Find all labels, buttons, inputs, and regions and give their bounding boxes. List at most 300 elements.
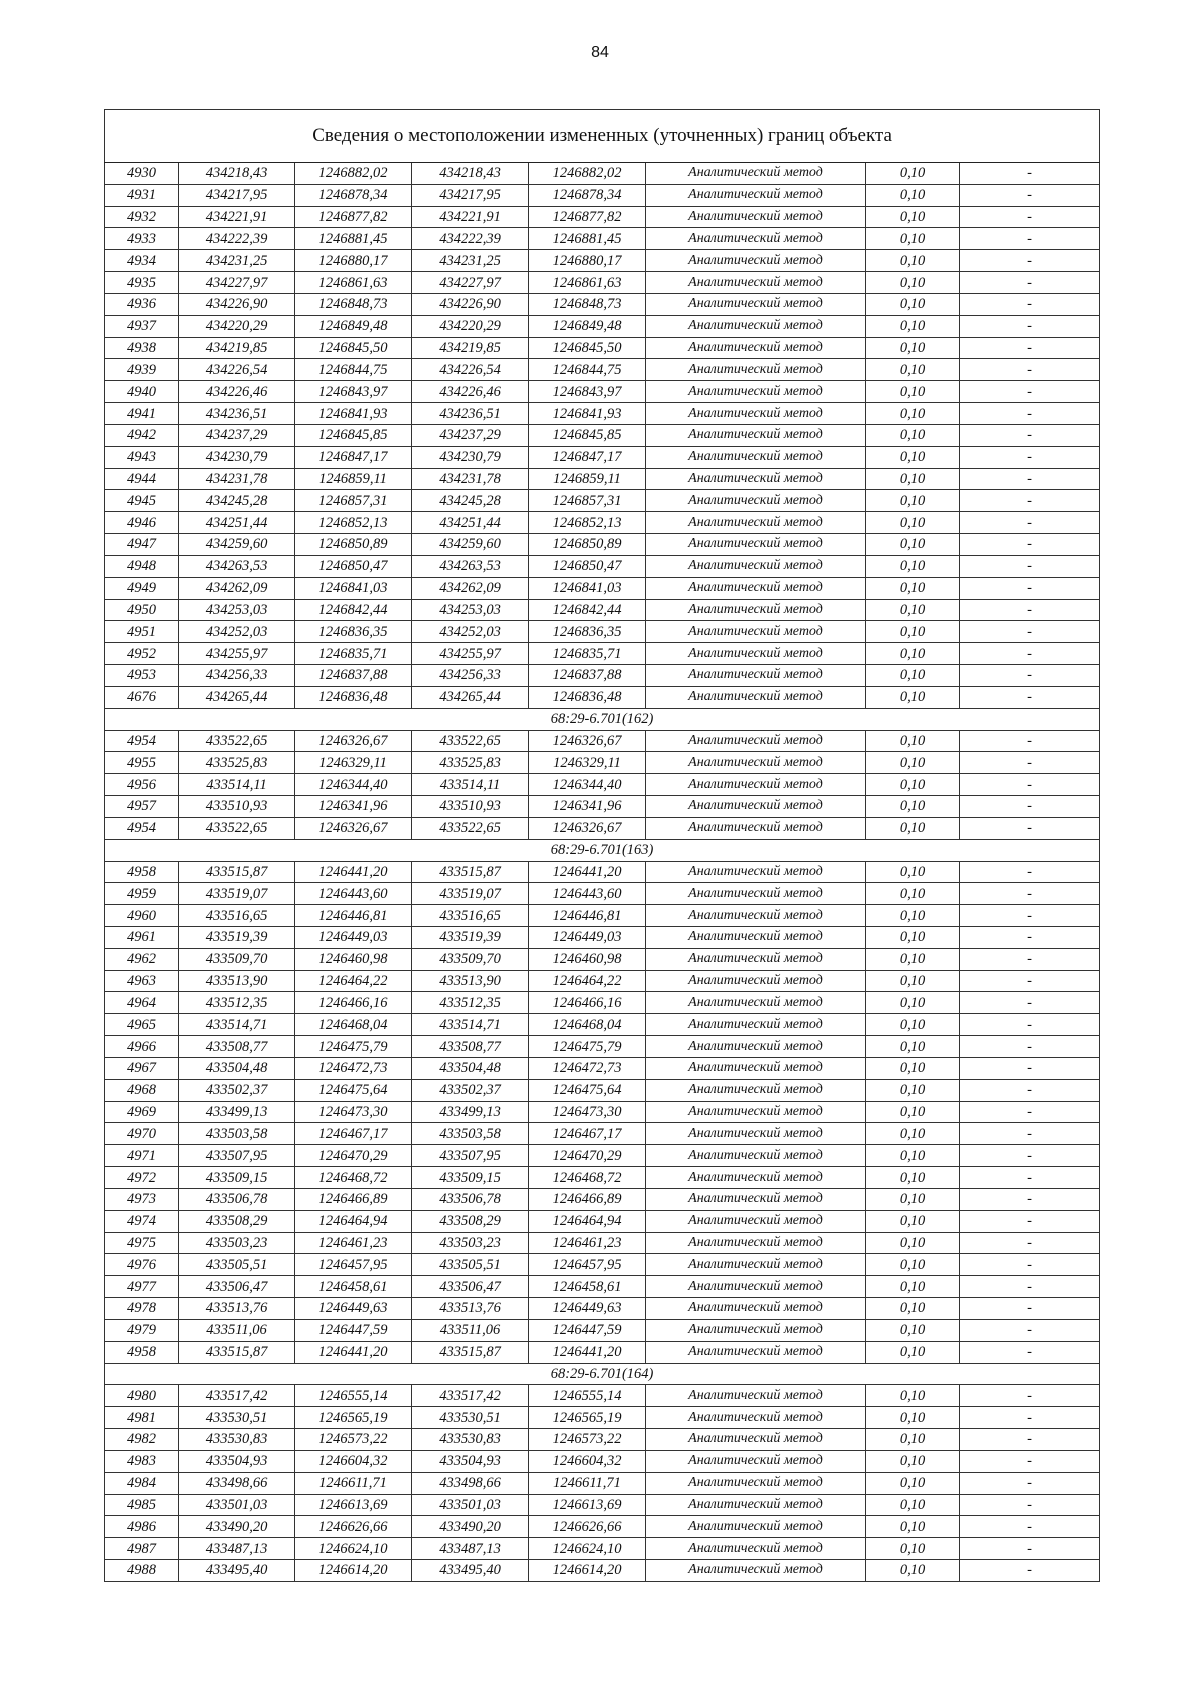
description-cell: - xyxy=(960,1538,1100,1560)
x-old-cell: 434222,39 xyxy=(179,228,295,250)
accuracy-cell: 0,10 xyxy=(866,228,960,250)
accuracy-cell: 0,10 xyxy=(866,424,960,446)
y-old-cell: 1246880,17 xyxy=(295,250,412,272)
table-body xyxy=(105,110,1100,1582)
description-cell: - xyxy=(960,665,1100,687)
y-new-cell: 1246468,04 xyxy=(529,1014,646,1036)
point-number-cell: 4976 xyxy=(105,1254,179,1276)
method-cell: Аналитический метод xyxy=(646,1254,866,1276)
method-cell: Аналитический метод xyxy=(646,1494,866,1516)
accuracy-cell: 0,10 xyxy=(866,730,960,752)
accuracy-cell: 0,10 xyxy=(866,1429,960,1451)
x-old-cell: 433522,65 xyxy=(179,817,295,839)
description-cell: - xyxy=(960,381,1100,403)
x-new-cell: 434220,29 xyxy=(412,315,529,337)
table-row xyxy=(105,774,1100,796)
method-cell: Аналитический метод xyxy=(646,1079,866,1101)
accuracy-cell: 0,10 xyxy=(866,1123,960,1145)
accuracy-cell: 0,10 xyxy=(866,1385,960,1407)
y-new-cell: 1246859,11 xyxy=(529,468,646,490)
table-row xyxy=(105,992,1100,1014)
method-cell: Аналитический метод xyxy=(646,1057,866,1079)
description-cell: - xyxy=(960,1254,1100,1276)
y-old-cell: 1246878,34 xyxy=(295,184,412,206)
x-old-cell: 433503,58 xyxy=(179,1123,295,1145)
y-new-cell: 1246475,64 xyxy=(529,1079,646,1101)
description-cell: - xyxy=(960,948,1100,970)
x-old-cell: 433495,40 xyxy=(179,1560,295,1582)
description-cell: - xyxy=(960,883,1100,905)
method-cell: Аналитический метод xyxy=(646,1385,866,1407)
y-new-cell: 1246842,44 xyxy=(529,599,646,621)
point-number-cell: 4969 xyxy=(105,1101,179,1123)
method-cell: Аналитический метод xyxy=(646,1210,866,1232)
x-new-cell: 434265,44 xyxy=(412,686,529,708)
table-row xyxy=(105,490,1100,512)
point-number-cell: 4943 xyxy=(105,446,179,468)
accuracy-cell: 0,10 xyxy=(866,752,960,774)
description-cell: - xyxy=(960,446,1100,468)
section-row xyxy=(105,839,1100,861)
point-number-cell: 4954 xyxy=(105,730,179,752)
accuracy-cell: 0,10 xyxy=(866,1014,960,1036)
section-label: 68:29-6.701(163) xyxy=(105,839,1100,861)
y-new-cell: 1246611,71 xyxy=(529,1472,646,1494)
description-cell: - xyxy=(960,1494,1100,1516)
y-new-cell: 1246326,67 xyxy=(529,730,646,752)
table-row xyxy=(105,1560,1100,1582)
accuracy-cell: 0,10 xyxy=(866,665,960,687)
x-new-cell: 433512,35 xyxy=(412,992,529,1014)
x-old-cell: 433517,42 xyxy=(179,1385,295,1407)
table-row xyxy=(105,555,1100,577)
x-old-cell: 433510,93 xyxy=(179,796,295,818)
point-number-cell: 4984 xyxy=(105,1472,179,1494)
x-new-cell: 433508,29 xyxy=(412,1210,529,1232)
method-cell: Аналитический метод xyxy=(646,948,866,970)
method-cell: Аналитический метод xyxy=(646,424,866,446)
point-number-cell: 4975 xyxy=(105,1232,179,1254)
y-old-cell: 1246555,14 xyxy=(295,1385,412,1407)
table-row xyxy=(105,817,1100,839)
description-cell: - xyxy=(960,1472,1100,1494)
y-new-cell: 1246344,40 xyxy=(529,774,646,796)
method-cell: Аналитический метод xyxy=(646,446,866,468)
y-new-cell: 1246836,48 xyxy=(529,686,646,708)
description-cell: - xyxy=(960,926,1100,948)
x-old-cell: 434252,03 xyxy=(179,621,295,643)
y-old-cell: 1246841,93 xyxy=(295,403,412,425)
y-new-cell: 1246326,67 xyxy=(529,817,646,839)
y-old-cell: 1246443,60 xyxy=(295,883,412,905)
x-old-cell: 433509,70 xyxy=(179,948,295,970)
point-number-cell: 4970 xyxy=(105,1123,179,1145)
x-new-cell: 433519,07 xyxy=(412,883,529,905)
table-row xyxy=(105,534,1100,556)
y-old-cell: 1246565,19 xyxy=(295,1407,412,1429)
x-old-cell: 433507,95 xyxy=(179,1145,295,1167)
accuracy-cell: 0,10 xyxy=(866,1298,960,1320)
x-old-cell: 434226,90 xyxy=(179,293,295,315)
point-number-cell: 4957 xyxy=(105,796,179,818)
table-row xyxy=(105,1123,1100,1145)
description-cell: - xyxy=(960,315,1100,337)
method-cell: Аналитический метод xyxy=(646,1167,866,1189)
description-cell: - xyxy=(960,643,1100,665)
method-cell: Аналитический метод xyxy=(646,403,866,425)
method-cell: Аналитический метод xyxy=(646,796,866,818)
description-cell: - xyxy=(960,774,1100,796)
y-old-cell: 1246460,98 xyxy=(295,948,412,970)
x-new-cell: 433503,23 xyxy=(412,1232,529,1254)
accuracy-cell: 0,10 xyxy=(866,992,960,1014)
x-old-cell: 433508,29 xyxy=(179,1210,295,1232)
y-new-cell: 1246847,17 xyxy=(529,446,646,468)
point-number-cell: 4941 xyxy=(105,403,179,425)
method-cell: Аналитический метод xyxy=(646,381,866,403)
y-new-cell: 1246882,02 xyxy=(529,163,646,185)
y-old-cell: 1246466,16 xyxy=(295,992,412,1014)
method-cell: Аналитический метод xyxy=(646,861,866,883)
accuracy-cell: 0,10 xyxy=(866,948,960,970)
point-number-cell: 4937 xyxy=(105,315,179,337)
boundary-coordinates-table xyxy=(104,109,1100,1582)
method-cell: Аналитический метод xyxy=(646,555,866,577)
x-new-cell: 434263,53 xyxy=(412,555,529,577)
x-old-cell: 434227,97 xyxy=(179,272,295,294)
y-old-cell: 1246466,89 xyxy=(295,1188,412,1210)
point-number-cell: 4963 xyxy=(105,970,179,992)
description-cell: - xyxy=(960,424,1100,446)
y-new-cell: 1246468,72 xyxy=(529,1167,646,1189)
table-row xyxy=(105,446,1100,468)
x-new-cell: 433516,65 xyxy=(412,905,529,927)
y-old-cell: 1246441,20 xyxy=(295,1341,412,1363)
y-old-cell: 1246842,44 xyxy=(295,599,412,621)
accuracy-cell: 0,10 xyxy=(866,1232,960,1254)
x-new-cell: 434221,91 xyxy=(412,206,529,228)
x-new-cell: 433525,83 xyxy=(412,752,529,774)
description-cell: - xyxy=(960,1167,1100,1189)
y-new-cell: 1246443,60 xyxy=(529,883,646,905)
y-new-cell: 1246850,47 xyxy=(529,555,646,577)
description-cell: - xyxy=(960,1276,1100,1298)
section-row xyxy=(105,1363,1100,1385)
x-old-cell: 434230,79 xyxy=(179,446,295,468)
y-old-cell: 1246458,61 xyxy=(295,1276,412,1298)
y-new-cell: 1246613,69 xyxy=(529,1494,646,1516)
method-cell: Аналитический метод xyxy=(646,686,866,708)
description-cell: - xyxy=(960,861,1100,883)
y-old-cell: 1246837,88 xyxy=(295,665,412,687)
accuracy-cell: 0,10 xyxy=(866,926,960,948)
accuracy-cell: 0,10 xyxy=(866,1079,960,1101)
y-new-cell: 1246626,66 xyxy=(529,1516,646,1538)
accuracy-cell: 0,10 xyxy=(866,1145,960,1167)
method-cell: Аналитический метод xyxy=(646,315,866,337)
accuracy-cell: 0,10 xyxy=(866,970,960,992)
y-new-cell: 1246466,89 xyxy=(529,1188,646,1210)
x-old-cell: 433511,06 xyxy=(179,1319,295,1341)
point-number-cell: 4958 xyxy=(105,1341,179,1363)
y-old-cell: 1246852,13 xyxy=(295,512,412,534)
x-new-cell: 434226,46 xyxy=(412,381,529,403)
y-new-cell: 1246449,63 xyxy=(529,1298,646,1320)
description-cell: - xyxy=(960,1429,1100,1451)
section-label: 68:29-6.701(164) xyxy=(105,1363,1100,1385)
x-old-cell: 434218,43 xyxy=(179,163,295,185)
x-old-cell: 433514,71 xyxy=(179,1014,295,1036)
method-cell: Аналитический метод xyxy=(646,359,866,381)
y-new-cell: 1246460,98 xyxy=(529,948,646,970)
y-old-cell: 1246464,94 xyxy=(295,1210,412,1232)
description-cell: - xyxy=(960,555,1100,577)
table-row xyxy=(105,1407,1100,1429)
x-old-cell: 433519,07 xyxy=(179,883,295,905)
y-new-cell: 1246845,50 xyxy=(529,337,646,359)
description-cell: - xyxy=(960,905,1100,927)
y-new-cell: 1246329,11 xyxy=(529,752,646,774)
description-cell: - xyxy=(960,1560,1100,1582)
method-cell: Аналитический метод xyxy=(646,1036,866,1058)
description-cell: - xyxy=(960,621,1100,643)
point-number-cell: 4986 xyxy=(105,1516,179,1538)
x-new-cell: 433490,20 xyxy=(412,1516,529,1538)
table-row xyxy=(105,926,1100,948)
y-old-cell: 1246344,40 xyxy=(295,774,412,796)
y-old-cell: 1246624,10 xyxy=(295,1538,412,1560)
x-old-cell: 433515,87 xyxy=(179,1341,295,1363)
description-cell: - xyxy=(960,1188,1100,1210)
x-new-cell: 433508,77 xyxy=(412,1036,529,1058)
description-cell: - xyxy=(960,1341,1100,1363)
point-number-cell: 4959 xyxy=(105,883,179,905)
point-number-cell: 4978 xyxy=(105,1298,179,1320)
y-old-cell: 1246468,72 xyxy=(295,1167,412,1189)
point-number-cell: 4932 xyxy=(105,206,179,228)
table-row xyxy=(105,970,1100,992)
x-old-cell: 434219,85 xyxy=(179,337,295,359)
point-number-cell: 4972 xyxy=(105,1167,179,1189)
x-old-cell: 433522,65 xyxy=(179,730,295,752)
accuracy-cell: 0,10 xyxy=(866,381,960,403)
table-row xyxy=(105,1145,1100,1167)
x-old-cell: 433513,90 xyxy=(179,970,295,992)
method-cell: Аналитический метод xyxy=(646,1014,866,1036)
x-new-cell: 434222,39 xyxy=(412,228,529,250)
table-row xyxy=(105,1494,1100,1516)
accuracy-cell: 0,10 xyxy=(866,446,960,468)
point-number-cell: 4930 xyxy=(105,163,179,185)
point-number-cell: 4950 xyxy=(105,599,179,621)
point-number-cell: 4979 xyxy=(105,1319,179,1341)
section-label: 68:29-6.701(162) xyxy=(105,708,1100,730)
point-number-cell: 4933 xyxy=(105,228,179,250)
y-old-cell: 1246626,66 xyxy=(295,1516,412,1538)
table-row xyxy=(105,621,1100,643)
accuracy-cell: 0,10 xyxy=(866,163,960,185)
accuracy-cell: 0,10 xyxy=(866,490,960,512)
y-new-cell: 1246467,17 xyxy=(529,1123,646,1145)
method-cell: Аналитический метод xyxy=(646,1450,866,1472)
table-row xyxy=(105,1319,1100,1341)
description-cell: - xyxy=(960,599,1100,621)
table-row xyxy=(105,1254,1100,1276)
x-new-cell: 433510,93 xyxy=(412,796,529,818)
table-row xyxy=(105,883,1100,905)
table-row xyxy=(105,1429,1100,1451)
x-old-cell: 433509,15 xyxy=(179,1167,295,1189)
y-old-cell: 1246882,02 xyxy=(295,163,412,185)
accuracy-cell: 0,10 xyxy=(866,774,960,796)
description-cell: - xyxy=(960,1516,1100,1538)
y-old-cell: 1246326,67 xyxy=(295,730,412,752)
method-cell: Аналитический метод xyxy=(646,621,866,643)
x-new-cell: 433517,42 xyxy=(412,1385,529,1407)
y-old-cell: 1246449,63 xyxy=(295,1298,412,1320)
accuracy-cell: 0,10 xyxy=(866,206,960,228)
x-old-cell: 433515,87 xyxy=(179,861,295,883)
point-number-cell: 4676 xyxy=(105,686,179,708)
description-cell: - xyxy=(960,337,1100,359)
y-new-cell: 1246852,13 xyxy=(529,512,646,534)
y-new-cell: 1246464,22 xyxy=(529,970,646,992)
point-number-cell: 4936 xyxy=(105,293,179,315)
table-row xyxy=(105,1516,1100,1538)
x-new-cell: 434236,51 xyxy=(412,403,529,425)
point-number-cell: 4977 xyxy=(105,1276,179,1298)
x-new-cell: 433495,40 xyxy=(412,1560,529,1582)
accuracy-cell: 0,10 xyxy=(866,512,960,534)
point-number-cell: 4945 xyxy=(105,490,179,512)
accuracy-cell: 0,10 xyxy=(866,315,960,337)
method-cell: Аналитический метод xyxy=(646,468,866,490)
table-row xyxy=(105,1101,1100,1123)
x-old-cell: 434231,78 xyxy=(179,468,295,490)
y-new-cell: 1246464,94 xyxy=(529,1210,646,1232)
y-old-cell: 1246457,95 xyxy=(295,1254,412,1276)
method-cell: Аналитический метод xyxy=(646,817,866,839)
x-new-cell: 433501,03 xyxy=(412,1494,529,1516)
description-cell: - xyxy=(960,1123,1100,1145)
method-cell: Аналитический метод xyxy=(646,665,866,687)
method-cell: Аналитический метод xyxy=(646,1188,866,1210)
x-old-cell: 433504,48 xyxy=(179,1057,295,1079)
x-new-cell: 434253,03 xyxy=(412,599,529,621)
point-number-cell: 4968 xyxy=(105,1079,179,1101)
y-new-cell: 1246849,48 xyxy=(529,315,646,337)
accuracy-cell: 0,10 xyxy=(866,250,960,272)
y-old-cell: 1246441,20 xyxy=(295,861,412,883)
x-old-cell: 433503,23 xyxy=(179,1232,295,1254)
x-old-cell: 433498,66 xyxy=(179,1472,295,1494)
y-new-cell: 1246458,61 xyxy=(529,1276,646,1298)
y-new-cell: 1246880,17 xyxy=(529,250,646,272)
accuracy-cell: 0,10 xyxy=(866,403,960,425)
x-old-cell: 433506,47 xyxy=(179,1276,295,1298)
table-row xyxy=(105,1210,1100,1232)
x-new-cell: 433509,15 xyxy=(412,1167,529,1189)
point-number-cell: 4982 xyxy=(105,1429,179,1451)
method-cell: Аналитический метод xyxy=(646,643,866,665)
x-new-cell: 433504,93 xyxy=(412,1450,529,1472)
y-old-cell: 1246836,48 xyxy=(295,686,412,708)
method-cell: Аналитический метод xyxy=(646,1145,866,1167)
x-old-cell: 434217,95 xyxy=(179,184,295,206)
accuracy-cell: 0,10 xyxy=(866,1407,960,1429)
table-row xyxy=(105,1167,1100,1189)
method-cell: Аналитический метод xyxy=(646,184,866,206)
y-new-cell: 1246604,32 xyxy=(529,1450,646,1472)
x-new-cell: 433505,51 xyxy=(412,1254,529,1276)
point-number-cell: 4962 xyxy=(105,948,179,970)
y-old-cell: 1246329,11 xyxy=(295,752,412,774)
y-new-cell: 1246461,23 xyxy=(529,1232,646,1254)
accuracy-cell: 0,10 xyxy=(866,1472,960,1494)
point-number-cell: 4948 xyxy=(105,555,179,577)
table-row xyxy=(105,403,1100,425)
y-old-cell: 1246849,48 xyxy=(295,315,412,337)
table-row xyxy=(105,1276,1100,1298)
table-row xyxy=(105,1341,1100,1363)
description-cell: - xyxy=(960,577,1100,599)
point-number-cell: 4956 xyxy=(105,774,179,796)
table-row xyxy=(105,599,1100,621)
accuracy-cell: 0,10 xyxy=(866,861,960,883)
x-old-cell: 434220,29 xyxy=(179,315,295,337)
accuracy-cell: 0,10 xyxy=(866,796,960,818)
x-new-cell: 433519,39 xyxy=(412,926,529,948)
accuracy-cell: 0,10 xyxy=(866,359,960,381)
y-old-cell: 1246470,29 xyxy=(295,1145,412,1167)
y-new-cell: 1246473,30 xyxy=(529,1101,646,1123)
accuracy-cell: 0,10 xyxy=(866,1057,960,1079)
table-row xyxy=(105,643,1100,665)
table-row xyxy=(105,184,1100,206)
y-new-cell: 1246466,16 xyxy=(529,992,646,1014)
table-row xyxy=(105,468,1100,490)
method-cell: Аналитический метод xyxy=(646,337,866,359)
x-new-cell: 434252,03 xyxy=(412,621,529,643)
y-new-cell: 1246441,20 xyxy=(529,1341,646,1363)
description-cell: - xyxy=(960,1450,1100,1472)
x-new-cell: 434256,33 xyxy=(412,665,529,687)
description-cell: - xyxy=(960,817,1100,839)
y-old-cell: 1246859,11 xyxy=(295,468,412,490)
y-new-cell: 1246457,95 xyxy=(529,1254,646,1276)
description-cell: - xyxy=(960,1057,1100,1079)
y-new-cell: 1246878,34 xyxy=(529,184,646,206)
accuracy-cell: 0,10 xyxy=(866,883,960,905)
y-new-cell: 1246841,03 xyxy=(529,577,646,599)
method-cell: Аналитический метод xyxy=(646,599,866,621)
x-old-cell: 434231,25 xyxy=(179,250,295,272)
x-old-cell: 434226,54 xyxy=(179,359,295,381)
y-new-cell: 1246881,45 xyxy=(529,228,646,250)
y-new-cell: 1246341,96 xyxy=(529,796,646,818)
y-old-cell: 1246473,30 xyxy=(295,1101,412,1123)
method-cell: Аналитический метод xyxy=(646,272,866,294)
point-number-cell: 4973 xyxy=(105,1188,179,1210)
method-cell: Аналитический метод xyxy=(646,905,866,927)
method-cell: Аналитический метод xyxy=(646,926,866,948)
x-old-cell: 433512,35 xyxy=(179,992,295,1014)
method-cell: Аналитический метод xyxy=(646,752,866,774)
description-cell: - xyxy=(960,228,1100,250)
table-row xyxy=(105,424,1100,446)
y-old-cell: 1246613,69 xyxy=(295,1494,412,1516)
y-new-cell: 1246441,20 xyxy=(529,861,646,883)
